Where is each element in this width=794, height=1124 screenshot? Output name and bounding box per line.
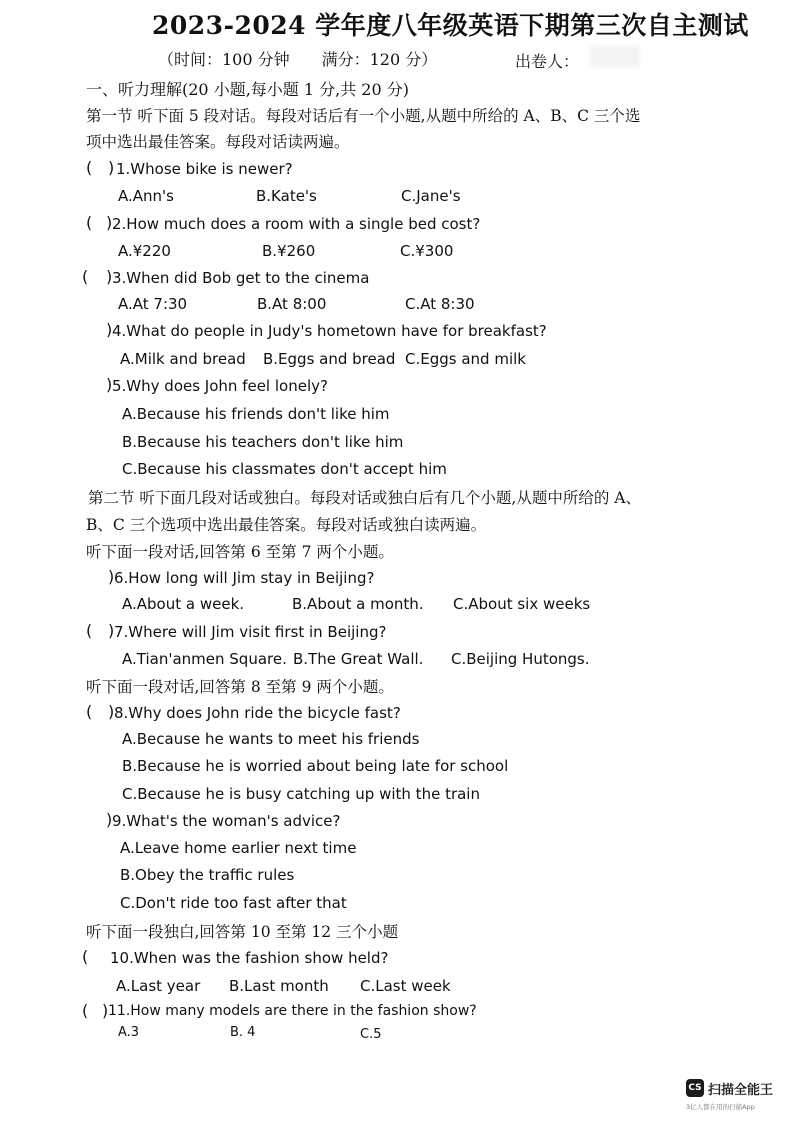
answer-paren-open: (: [82, 267, 89, 286]
q3-option-c: C.At 8:30: [405, 295, 475, 313]
q6-option-b: B.About a month.: [292, 595, 424, 613]
q10-option-a: A.Last year: [116, 977, 201, 995]
part2-instruction-line1: 第二节 听下面几段对话或独白。每段对话或独白后有几个小题,从题中所给的 A、: [88, 489, 641, 507]
page-title: 2023-2024 学年度八年级英语下期第三次自主测试: [152, 11, 749, 40]
q3-option-a: A.At 7:30: [118, 295, 188, 313]
q8-option-c: C.Because he is busy catching up with the train: [122, 785, 480, 803]
question-7: 7.Where will Jim visit first in Beijing?: [114, 623, 387, 641]
answer-paren-close: ): [106, 320, 113, 339]
question-3: 3.When did Bob get to the cinema: [112, 269, 370, 287]
group-8-9-instruction: 听下面一段对话,回答第 8 至第 9 两个小题。: [86, 678, 394, 696]
question-2: 2.How much does a room with a single bed cost?: [112, 215, 481, 233]
question-9: 9.What's the woman's advice?: [112, 812, 341, 830]
q2-option-c: C.¥300: [400, 242, 454, 260]
q7-option-b: B.The Great Wall.: [293, 650, 424, 668]
section-heading: 一、听力理解(20 小题,每小题 1 分,共 20 分): [86, 80, 409, 99]
question-5: 5.Why does John feel lonely?: [112, 377, 328, 395]
q9-option-c: C.Don't ride too fast after that: [120, 894, 347, 912]
answer-paren-close: ): [106, 810, 113, 829]
q5-option-a: A.Because his friends don't like him: [122, 405, 390, 423]
answer-paren-close: ): [108, 567, 115, 586]
question-6: 6.How long will Jim stay in Beijing?: [114, 569, 375, 587]
q8-option-b: B.Because he is worried about being late for school: [122, 757, 509, 775]
q2-option-a: A.¥220: [118, 242, 171, 260]
q10-option-b: B.Last month: [229, 977, 329, 995]
question-11: 11.How many models are there in the fashion show?: [108, 1003, 477, 1019]
q11-option-b: B. 4: [230, 1025, 256, 1040]
q1-option-b: B.Kate's: [256, 187, 317, 205]
q6-option-a: A.About a week.: [122, 595, 245, 613]
answer-paren-open: (: [86, 621, 93, 640]
q7-option-a: A.Tian'anmen Square.: [122, 650, 287, 668]
q5-option-b: B.Because his teachers don't like him: [122, 433, 404, 451]
answer-paren-close: ): [106, 213, 113, 232]
q9-option-a: A.Leave home earlier next time: [120, 839, 357, 857]
q4-option-c: C.Eggs and milk: [405, 350, 526, 368]
author-label: 出卷人：: [515, 52, 580, 71]
answer-paren-close: ): [106, 267, 113, 286]
answer-paren-close: ): [102, 1001, 109, 1020]
q11-option-c: C.5: [360, 1027, 382, 1042]
question-4: 4.What do people in Judy's hometown have for breakfast?: [112, 322, 547, 340]
q6-option-c: C.About six weeks: [453, 595, 591, 613]
part2-instruction-line2: B、C 三个选项中选出最佳答案。每段对话或独白读两遍。: [86, 516, 487, 534]
answer-paren-close: ): [106, 375, 113, 394]
answer-paren-open: (: [82, 1001, 89, 1020]
exam-meta: （时间：100 分钟 满分：120 分）: [158, 50, 438, 69]
q8-option-a: A.Because he wants to meet his friends: [122, 730, 420, 748]
q7-option-c: C.Beijing Hutongs.: [451, 650, 590, 668]
q11-option-a: A.3: [118, 1025, 140, 1040]
q4-option-a: A.Milk and bread: [120, 350, 246, 368]
q4-option-b: B.Eggs and bread: [263, 350, 396, 368]
question-8: 8.Why does John ride the bicycle fast?: [114, 704, 401, 722]
question-10: 10.When was the fashion show held?: [110, 949, 389, 967]
question-1: 1.Whose bike is newer?: [116, 160, 293, 178]
redacted-author-name: [590, 46, 640, 68]
q2-option-b: B.¥260: [262, 242, 316, 260]
scanner-app-name: 扫描全能王: [708, 1083, 774, 1098]
answer-paren-open: (: [86, 702, 93, 721]
q3-option-b: B.At 8:00: [257, 295, 327, 313]
part1-instruction-line2: 项中选出最佳答案。每段对话读两遍。: [86, 133, 350, 151]
scanner-logo-icon: CS: [686, 1079, 704, 1097]
q1-option-a: A.Ann's: [118, 187, 174, 205]
group-6-7-instruction: 听下面一段对话,回答第 6 至第 7 两个小题。: [86, 543, 394, 561]
q10-option-c: C.Last week: [360, 977, 451, 995]
part1-instruction-line1: 第一节 听下面 5 段对话。每段对话后有一个小题,从题中所给的 A、B、C 三个选: [86, 107, 641, 125]
q1-option-c: C.Jane's: [401, 187, 461, 205]
answer-paren-close: ): [108, 702, 115, 721]
answer-paren-close: ): [108, 621, 115, 640]
q9-option-b: B.Obey the traffic rules: [120, 866, 295, 884]
group-10-12-instruction: 听下面一段独白,回答第 10 至第 12 三个小题: [86, 923, 399, 941]
answer-paren-open: (: [86, 158, 93, 177]
scanner-tagline: 3亿人都在用的扫描App: [686, 1103, 755, 1111]
answer-paren-open: (: [82, 947, 89, 966]
answer-paren-open: (: [86, 213, 93, 232]
answer-paren-close: ): [108, 158, 115, 177]
q5-option-c: C.Because his classmates don't accept him: [122, 460, 447, 478]
